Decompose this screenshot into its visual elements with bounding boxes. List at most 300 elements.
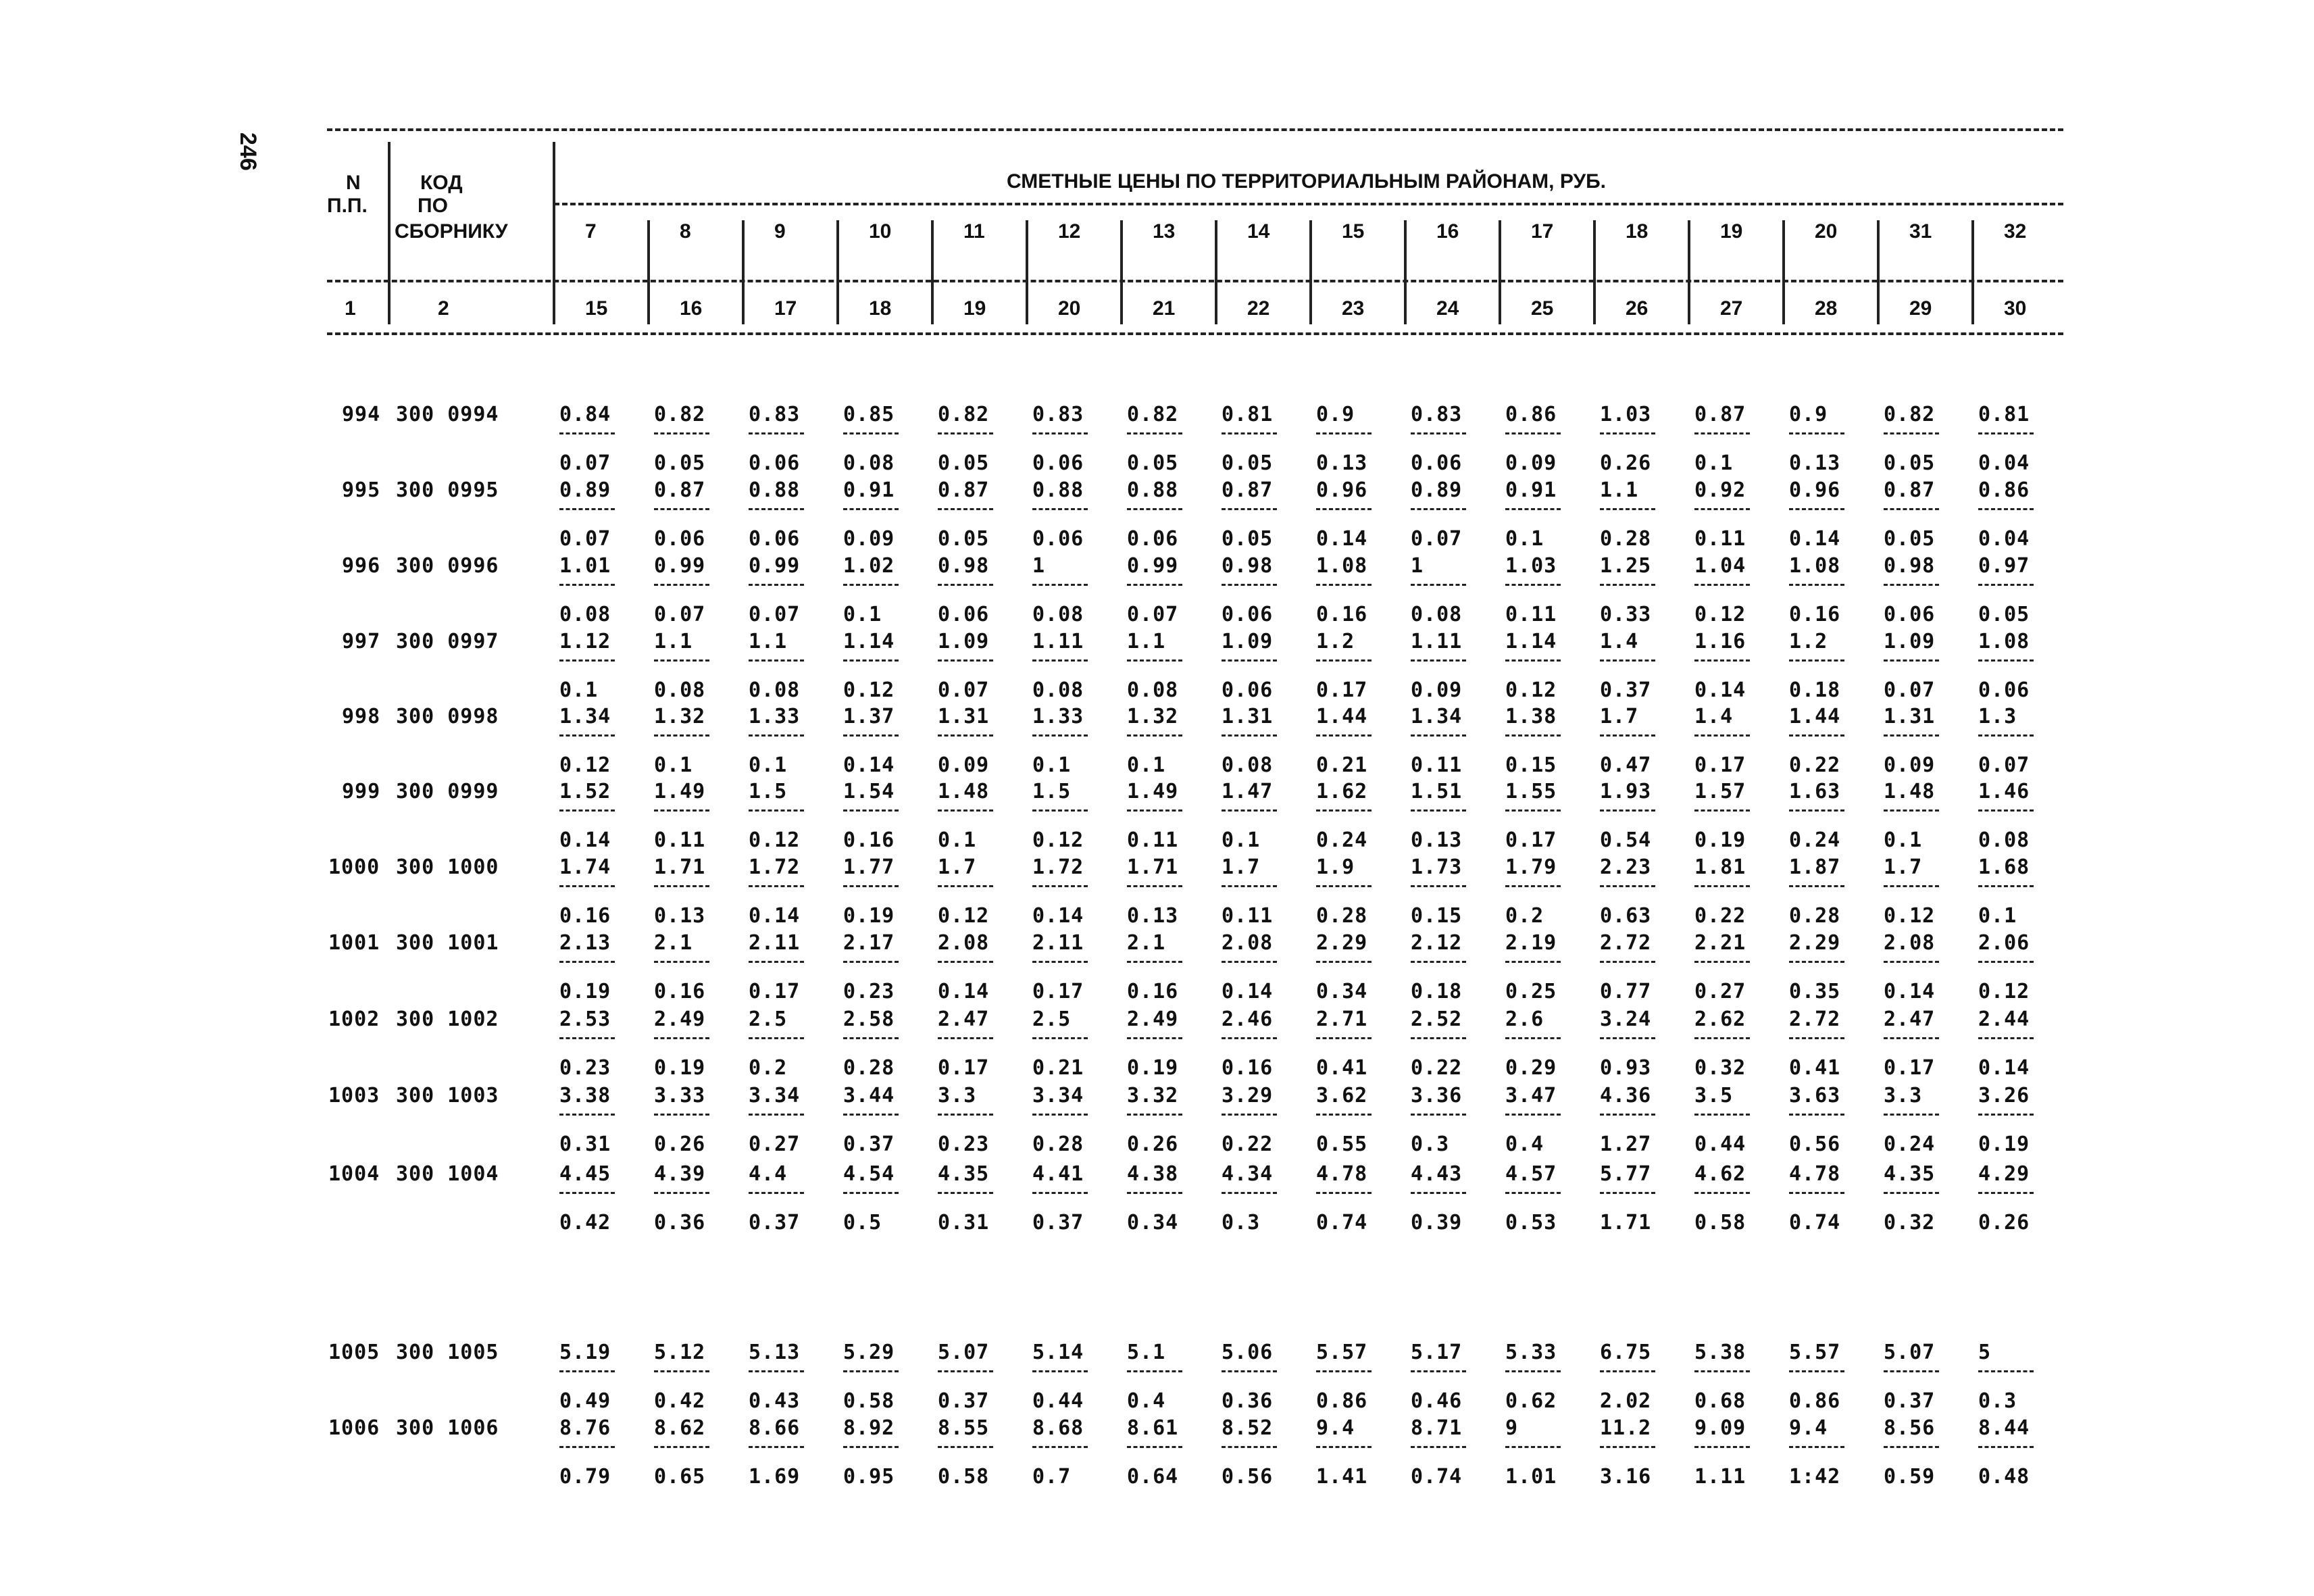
price-value: 0.9	[1789, 403, 1828, 426]
price-value: 4.78	[1316, 1162, 1368, 1186]
price-value: 8.62	[654, 1416, 706, 1440]
fraction-dash	[1694, 1370, 1750, 1372]
region-number: 7	[585, 220, 597, 243]
fraction-dash	[938, 432, 993, 434]
price-value: 1.47	[1222, 780, 1274, 803]
price-value-lower: 0.13	[1316, 451, 1368, 475]
price-value-lower: 0.05	[1884, 527, 1936, 551]
price-value-lower: 0.08	[1032, 678, 1084, 702]
price-value-lower: 0.14	[1032, 904, 1084, 928]
fraction-dash	[749, 1114, 804, 1116]
price-value: 1.25	[1600, 554, 1652, 578]
price-value-lower: 0.08	[1032, 603, 1084, 626]
price-value: 0.83	[1411, 403, 1463, 426]
fraction-dash	[559, 1192, 615, 1194]
price-value: 0.85	[843, 403, 895, 426]
price-value-lower: 0.1	[1222, 828, 1261, 852]
fraction-dash	[749, 659, 804, 662]
price-value-lower: 0.28	[843, 1056, 895, 1080]
price-value-lower: 0.11	[1411, 753, 1463, 777]
price-value-lower: 2.02	[1600, 1389, 1652, 1413]
fraction-dash	[749, 809, 804, 812]
price-value: 4.57	[1505, 1162, 1557, 1186]
fraction-dash	[1694, 508, 1750, 510]
fraction-dash	[843, 1192, 899, 1194]
price-value-lower: 0.14	[1316, 527, 1368, 551]
fraction-dash	[843, 584, 899, 586]
fraction-dash	[559, 1370, 615, 1372]
price-value: 1.51	[1411, 780, 1463, 803]
price-value: 0.88	[749, 478, 801, 502]
price-value: 0.99	[749, 554, 801, 578]
header-vline	[553, 142, 555, 324]
price-value: 0.89	[1411, 478, 1463, 502]
price-value: 4.29	[1978, 1162, 2030, 1186]
price-value-lower: 1.71	[1600, 1211, 1652, 1235]
row-code: 300 0996	[396, 554, 499, 578]
fraction-dash	[1222, 1370, 1277, 1372]
fraction-dash	[1316, 734, 1372, 737]
header-vline	[836, 220, 839, 324]
price-value: 4.36	[1600, 1084, 1652, 1107]
price-value-lower: 0.06	[1127, 527, 1179, 551]
price-value: 5.19	[559, 1341, 611, 1364]
header-vline	[1499, 220, 1501, 324]
fraction-dash	[1978, 659, 2034, 662]
fraction-dash	[1032, 1192, 1088, 1194]
fraction-dash	[843, 1446, 899, 1448]
price-value-lower: 0.05	[1127, 451, 1179, 475]
price-value: 0.99	[1127, 554, 1179, 578]
column-index: 19	[963, 297, 986, 320]
price-value-lower: 0.22	[1694, 904, 1746, 928]
fraction-dash	[843, 734, 899, 737]
price-value: 1.01	[559, 554, 611, 578]
price-value-lower: 0.19	[1127, 1056, 1179, 1080]
region-number: 9	[774, 220, 786, 243]
row-number: 994	[342, 403, 381, 426]
price-value: 3.44	[843, 1084, 895, 1107]
fraction-dash	[1884, 1370, 1939, 1372]
fraction-dash	[1316, 1370, 1372, 1372]
price-value: 3.34	[1032, 1084, 1084, 1107]
price-value-lower: 0.32	[1884, 1211, 1936, 1235]
price-value: 0.83	[749, 403, 801, 426]
header-sborniku: СБОРНИКУ	[395, 220, 508, 243]
price-value-lower: 0.32	[1694, 1056, 1746, 1080]
price-value: 1.1	[1600, 478, 1639, 502]
fraction-dash	[1978, 1114, 2034, 1116]
fraction-dash	[1222, 734, 1277, 737]
price-value-lower: 0.16	[1316, 603, 1368, 626]
price-value: 2.08	[938, 931, 990, 955]
price-value-lower: 0.09	[1505, 451, 1557, 475]
price-value-lower: 0.74	[1316, 1211, 1368, 1235]
price-value-lower: 0.53	[1505, 1211, 1557, 1235]
fraction-dash	[1505, 885, 1561, 887]
price-value-lower: 0.19	[559, 980, 611, 1003]
fraction-dash	[1127, 1037, 1182, 1039]
price-value-lower: 0.28	[1789, 904, 1841, 928]
price-value-lower: 0.37	[843, 1132, 895, 1156]
header-vline	[1026, 220, 1028, 324]
price-value: 1.32	[1127, 705, 1179, 728]
header-top-rule	[327, 128, 2063, 131]
price-value-lower: 0.04	[1978, 451, 2030, 475]
price-value: 2.21	[1694, 931, 1746, 955]
price-value: 8.66	[749, 1416, 801, 1440]
fraction-dash	[654, 659, 709, 662]
price-value: 0.84	[559, 403, 611, 426]
price-value: 2.52	[1411, 1007, 1463, 1031]
fraction-dash	[1032, 584, 1088, 586]
price-value: 2.44	[1978, 1007, 2030, 1031]
fraction-dash	[843, 659, 899, 662]
price-value: 1.7	[938, 855, 977, 879]
price-value: 2.47	[1884, 1007, 1936, 1031]
price-value-lower: 0.19	[654, 1056, 706, 1080]
price-value: 4.43	[1411, 1162, 1463, 1186]
price-value-lower: 0.13	[1789, 451, 1841, 475]
price-value-lower: 0.42	[654, 1389, 706, 1413]
column-index: 20	[1058, 297, 1081, 320]
row-code: 300 0999	[396, 780, 499, 803]
fraction-dash	[1884, 1037, 1939, 1039]
price-value-lower: 0.16	[843, 828, 895, 852]
price-value: 3.5	[1694, 1084, 1734, 1107]
price-value-lower: 0.23	[559, 1056, 611, 1080]
price-value: 2.06	[1978, 931, 2030, 955]
price-value: 1.79	[1505, 855, 1557, 879]
price-value-lower: 0.37	[1600, 678, 1652, 702]
price-value: 3.36	[1411, 1084, 1463, 1107]
row-code: 300 1003	[396, 1084, 499, 1107]
price-value: 1.02	[843, 554, 895, 578]
price-value: 1.08	[1316, 554, 1368, 578]
price-value: 1.03	[1600, 403, 1652, 426]
price-value: 8.76	[559, 1416, 611, 1440]
price-value: 3.3	[938, 1084, 977, 1107]
price-value: 1.7	[1222, 855, 1261, 879]
price-value: 4.35	[938, 1162, 990, 1186]
price-value-lower: 0.16	[1789, 603, 1841, 626]
price-value: 1.63	[1789, 780, 1841, 803]
price-value-lower: 0.16	[654, 980, 706, 1003]
fraction-dash	[1222, 659, 1277, 662]
fraction-dash	[1694, 1446, 1750, 1448]
fraction-dash	[1411, 885, 1466, 887]
price-value-lower: 0.5	[843, 1211, 882, 1235]
fraction-dash	[749, 1370, 804, 1372]
fraction-dash	[1978, 432, 2034, 434]
fraction-dash	[1600, 432, 1655, 434]
fraction-dash	[1222, 885, 1277, 887]
fraction-dash	[1600, 809, 1655, 812]
fraction-dash	[1316, 961, 1372, 963]
price-value-lower: 0.07	[938, 678, 990, 702]
price-value: 1.74	[559, 855, 611, 879]
price-value: 0.9	[1316, 403, 1355, 426]
fraction-dash	[1600, 1037, 1655, 1039]
price-value-lower: 0.12	[559, 753, 611, 777]
header-kod: КОД	[420, 172, 463, 194]
fraction-dash	[654, 1037, 709, 1039]
price-value-lower: 0.3	[1978, 1389, 2017, 1413]
price-value-lower: 0.11	[1505, 603, 1557, 626]
price-value-lower: 0.15	[1411, 904, 1463, 928]
price-value-lower: 0.14	[1978, 1056, 2030, 1080]
price-value: 1.16	[1694, 630, 1746, 653]
row-code: 300 0994	[396, 403, 499, 426]
fraction-dash	[1600, 734, 1655, 737]
header-n: N	[346, 172, 361, 194]
price-value-lower: 0.11	[1222, 904, 1274, 928]
fraction-dash	[1789, 1114, 1844, 1116]
price-value-lower: 0.17	[1694, 753, 1746, 777]
fraction-dash	[559, 432, 615, 434]
fraction-dash	[1032, 1370, 1088, 1372]
fraction-dash	[843, 1114, 899, 1116]
price-value: 0.92	[1694, 478, 1746, 502]
fraction-dash	[1505, 809, 1561, 812]
price-value-lower: 0.07	[1411, 527, 1463, 551]
fraction-dash	[1884, 432, 1939, 434]
price-value-lower: 0.48	[1978, 1465, 2030, 1489]
price-value: 1.14	[1505, 630, 1557, 653]
fraction-dash	[1127, 961, 1182, 963]
fraction-dash	[1032, 1037, 1088, 1039]
price-value-lower: 0.18	[1411, 980, 1463, 1003]
fraction-dash	[1316, 508, 1372, 510]
price-value: 1.52	[559, 780, 611, 803]
price-value: 2.08	[1884, 931, 1936, 955]
region-number: 18	[1626, 220, 1649, 243]
header-vline	[742, 220, 745, 324]
row-number: 998	[342, 705, 381, 728]
fraction-dash	[1222, 1192, 1277, 1194]
column-index: 18	[869, 297, 892, 320]
price-value-lower: 0.14	[1884, 980, 1936, 1003]
price-value: 1.5	[749, 780, 788, 803]
fraction-dash	[1032, 885, 1088, 887]
price-value-lower: 0.12	[749, 828, 801, 852]
region-number: 14	[1247, 220, 1270, 243]
price-value-lower: 0.37	[1032, 1211, 1084, 1235]
fraction-dash	[1694, 1192, 1750, 1194]
price-value-lower: 0.31	[938, 1211, 990, 1235]
price-value-lower: 0.09	[938, 753, 990, 777]
price-value: 1.44	[1316, 705, 1368, 728]
fraction-dash	[1505, 1370, 1561, 1372]
price-value: 8.61	[1127, 1416, 1179, 1440]
fraction-dash	[1127, 584, 1182, 586]
region-number: 8	[680, 220, 691, 243]
price-value-lower: 0.2	[749, 1056, 788, 1080]
fraction-dash	[1600, 1192, 1655, 1194]
price-value: 0.98	[938, 554, 990, 578]
fraction-dash	[1222, 961, 1277, 963]
price-value: 3.24	[1600, 1007, 1652, 1031]
price-value: 2.11	[1032, 931, 1084, 955]
price-value: 4.54	[843, 1162, 895, 1186]
price-value-lower: 0.1	[559, 678, 599, 702]
price-value: 4.34	[1222, 1162, 1274, 1186]
price-value-lower: 0.1	[843, 603, 882, 626]
price-value-lower: 0.07	[559, 527, 611, 551]
price-value: 2.47	[938, 1007, 990, 1031]
price-value-lower: 0.12	[1505, 678, 1557, 702]
price-value-lower: 0.2	[1505, 904, 1544, 928]
row-code: 300 0995	[396, 478, 499, 502]
price-value-lower: 0.36	[1222, 1389, 1274, 1413]
region-number: 15	[1342, 220, 1365, 243]
fraction-dash	[559, 1114, 615, 1116]
fraction-dash	[1127, 432, 1182, 434]
region-number: 19	[1720, 220, 1743, 243]
fraction-dash	[1222, 1037, 1277, 1039]
price-value: 5.57	[1316, 1341, 1368, 1364]
price-value: 6.75	[1600, 1341, 1652, 1364]
column-index: 21	[1153, 297, 1176, 320]
fraction-dash	[1316, 1192, 1372, 1194]
price-value: 1.09	[938, 630, 990, 653]
price-value: 0.91	[1505, 478, 1557, 502]
price-value: 0.87	[1222, 478, 1274, 502]
fraction-dash	[1789, 659, 1844, 662]
price-value: 1.03	[1505, 554, 1557, 578]
price-value: 0.96	[1316, 478, 1368, 502]
column-index: 25	[1531, 297, 1554, 320]
fraction-dash	[1978, 1446, 2034, 1448]
price-value-lower: 0.09	[1884, 753, 1936, 777]
price-value-lower: 0.58	[938, 1465, 990, 1489]
row-number: 1005	[328, 1341, 380, 1364]
price-value: 0.97	[1978, 554, 2030, 578]
price-value: 0.81	[1978, 403, 2030, 426]
price-value: 1.7	[1884, 855, 1923, 879]
price-value-lower: 0.68	[1694, 1389, 1746, 1413]
price-value: 1.7	[1600, 705, 1639, 728]
price-value: 2.17	[843, 931, 895, 955]
fraction-dash	[559, 659, 615, 662]
fraction-dash	[559, 508, 615, 510]
price-value: 3.26	[1978, 1084, 2030, 1107]
price-value-lower: 0.08	[1978, 828, 2030, 852]
price-value: 1.77	[843, 855, 895, 879]
price-value: 3.34	[749, 1084, 801, 1107]
fraction-dash	[1316, 1037, 1372, 1039]
price-value-lower: 0.15	[1505, 753, 1557, 777]
fraction-dash	[1789, 885, 1844, 887]
fraction-dash	[1694, 885, 1750, 887]
fraction-dash	[1789, 508, 1844, 510]
price-value-lower: 0.08	[1411, 603, 1463, 626]
price-value-lower: 0.23	[938, 1132, 990, 1156]
price-value: 1.57	[1694, 780, 1746, 803]
fraction-dash	[1505, 1192, 1561, 1194]
fraction-dash	[1694, 961, 1750, 963]
fraction-dash	[1411, 1037, 1466, 1039]
price-value: 1.68	[1978, 855, 2030, 879]
price-value: 0.91	[843, 478, 895, 502]
fraction-dash	[654, 1446, 709, 1448]
fraction-dash	[1694, 659, 1750, 662]
fraction-dash	[1127, 1192, 1182, 1194]
price-value-lower: 0.08	[1127, 678, 1179, 702]
price-value-lower: 0.07	[749, 603, 801, 626]
price-value: 1.32	[654, 705, 706, 728]
fraction-dash	[1316, 1114, 1372, 1116]
price-value-lower: 0.1	[1694, 451, 1734, 475]
price-value: 1.71	[1127, 855, 1179, 879]
region-number: 31	[1909, 220, 1932, 243]
price-value-lower: 0.06	[654, 527, 706, 551]
price-value-lower: 0.46	[1411, 1389, 1463, 1413]
fraction-dash	[1789, 734, 1844, 737]
header-vline	[647, 220, 650, 324]
fraction-dash	[938, 1114, 993, 1116]
fraction-dash	[1789, 1370, 1844, 1372]
fraction-dash	[1411, 1192, 1466, 1194]
price-value: 1.11	[1032, 630, 1084, 653]
fraction-dash	[1032, 1446, 1088, 1448]
fraction-dash	[1505, 584, 1561, 586]
region-number: 20	[1815, 220, 1838, 243]
fraction-dash	[559, 1037, 615, 1039]
price-value-lower: 0.34	[1316, 980, 1368, 1003]
fraction-dash	[654, 432, 709, 434]
price-value: 1.4	[1600, 630, 1639, 653]
price-value: 1.49	[654, 780, 706, 803]
fraction-dash	[1789, 1446, 1844, 1448]
price-value: 3.38	[559, 1084, 611, 1107]
fraction-dash	[1316, 584, 1372, 586]
price-value-lower: 0.36	[654, 1211, 706, 1235]
price-value: 1.2	[1316, 630, 1355, 653]
row-code: 300 1004	[396, 1162, 499, 1186]
price-value: 1.73	[1411, 855, 1463, 879]
fraction-dash	[1411, 432, 1466, 434]
price-value-lower: 0.09	[843, 527, 895, 551]
price-value-lower: 0.08	[559, 603, 611, 626]
fraction-dash	[1505, 1037, 1561, 1039]
price-value: 1.12	[559, 630, 611, 653]
page-number: 246	[235, 132, 261, 171]
price-value-lower: 0.42	[559, 1211, 611, 1235]
row-code: 300 1005	[396, 1341, 499, 1364]
price-value-lower: 0.19	[1694, 828, 1746, 852]
price-value: 2.46	[1222, 1007, 1274, 1031]
fraction-dash	[1505, 432, 1561, 434]
price-value: 1.08	[1789, 554, 1841, 578]
fraction-dash	[1884, 1114, 1939, 1116]
header-vline	[1877, 220, 1880, 324]
price-value-lower: 0.1	[1032, 753, 1072, 777]
row-number: 1001	[328, 931, 380, 955]
price-value: 1.44	[1789, 705, 1841, 728]
fraction-dash	[749, 584, 804, 586]
price-value-lower: 0.07	[1884, 678, 1936, 702]
price-value-lower: 0.4	[1505, 1132, 1544, 1156]
price-value-lower: 0.12	[1694, 603, 1746, 626]
price-value-lower: 0.06	[1222, 678, 1274, 702]
price-value: 0.81	[1222, 403, 1274, 426]
price-value-lower: 0.12	[1884, 904, 1936, 928]
row-number: 996	[342, 554, 381, 578]
price-value-lower: 0.05	[654, 451, 706, 475]
price-value: 1.09	[1884, 630, 1936, 653]
price-value-lower: 0.05	[938, 451, 990, 475]
